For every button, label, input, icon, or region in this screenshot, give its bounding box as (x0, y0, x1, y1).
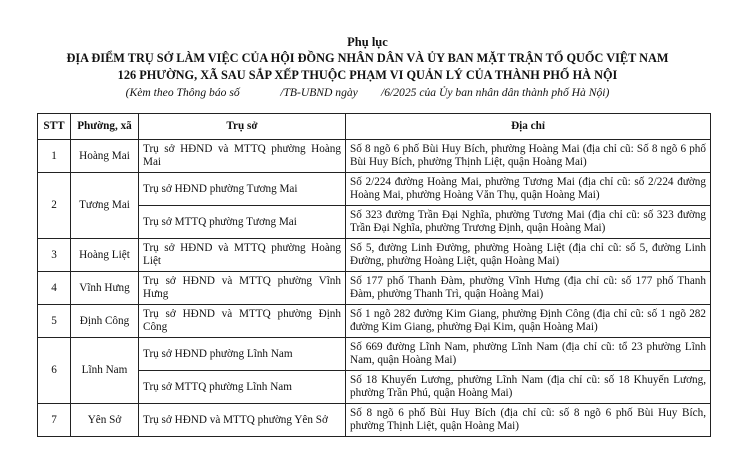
table-row (38, 239, 711, 272)
office-table (37, 113, 711, 437)
ward-cell: Vĩnh Hưng (71, 272, 139, 305)
ward-cell: Hoàng Liệt (71, 239, 139, 272)
address-cell: Số 18 Khuyến Lương, phường Lĩnh Nam (địa chỉ cũ: số 18 Khuyến Lương, phường Trần Phú, quận Hoàng Mai) (346, 371, 711, 404)
office-cell: Trụ sở HĐND phường Tương Mai (139, 173, 346, 206)
address-cell: Số 2/224 đường Hoàng Mai, phường Tương Mai (địa chỉ cũ: số 2/224 đường Hoàng Mai, phường Hoàng Văn Thụ, quận Hoàng Mai) (346, 173, 711, 206)
table-row (38, 404, 711, 437)
office-cell: Trụ sở HĐND và MTTQ phường Hoàng Mai (139, 140, 346, 173)
address-cell: Số 1 ngõ 282 đường Kim Giang, phường Định Công (địa chỉ cũ: số 1 ngõ 282 đường Kim Giang, phường Đại Kim, quận Hoàng Mai) (346, 305, 711, 338)
ward-cell: Hoàng Mai (71, 140, 139, 173)
table-row (38, 140, 711, 173)
table-row (38, 371, 711, 404)
table-header-row (38, 114, 711, 140)
table-row (38, 206, 711, 239)
table-row (38, 173, 711, 206)
stt-cell: 3 (38, 239, 71, 272)
title-line-1: ĐỊA ĐIỂM TRỤ SỞ LÀM VIỆC CỦA HỘI ĐỒNG NHÂN DÂN VÀ ỦY BAN MẶT TRẬN TỔ QUỐC VIỆT NAM (66, 51, 669, 65)
stt-cell: 4 (38, 272, 71, 305)
ward-cell: Yên Sở (71, 404, 139, 437)
subtitle-note: (Kèm theo Thông báo số /TB-UBND ngày /6/2025 của Ủy ban nhân dân thành phố Hà Nội) (125, 86, 610, 99)
office-cell: Trụ sở HĐND và MTTQ phường Vĩnh Hưng (139, 272, 346, 305)
ward-cell: Lĩnh Nam (71, 338, 139, 404)
col-header-stt: STT (38, 114, 71, 140)
address-cell: Số 5, đường Linh Đường, phường Hoàng Liệt (địa chỉ cũ: số 5, đường Linh Đường, phường Hoàng Liệt, quận Hoàng Mai) (346, 239, 711, 272)
office-cell: Trụ sở HĐND và MTTQ phường Yên Sở (139, 404, 346, 437)
address-cell: Số 8 ngõ 6 phố Bùi Huy Bích (địa chỉ cũ: số 8 ngõ 6 phố Bùi Huy Bích, phường Thịnh Liệt, quận Hoàng Mai) (346, 404, 711, 437)
stt-cell: 6 (38, 338, 71, 404)
ward-cell: Tương Mai (71, 173, 139, 239)
ward-cell: Định Công (71, 305, 139, 338)
office-cell: Trụ sở MTTQ phường Tương Mai (139, 206, 346, 239)
table-row (38, 338, 711, 371)
address-cell: Số 8 ngõ 6 phố Bùi Huy Bích, phường Hoàng Mai (địa chỉ cũ: Số 8 ngõ 6 phố Bùi Huy Bích, phường Thịnh Liệt, quận Hoàng Mai) (346, 140, 711, 173)
office-cell: Trụ sở HĐND và MTTQ phường Định Công (139, 305, 346, 338)
address-cell: Số 177 phố Thanh Đàm, phường Vĩnh Hưng (địa chỉ cũ: số 177 phố Thanh Đàm, phường Thanh Trì, quận Hoàng Mai) (346, 272, 711, 305)
stt-cell: 2 (38, 173, 71, 239)
col-header-office: Trụ sở (139, 114, 346, 140)
office-cell: Trụ sở MTTQ phường Lĩnh Nam (139, 371, 346, 404)
address-cell: Số 669 đường Lĩnh Nam, phường Lĩnh Nam (địa chỉ cũ: tổ 23 phường Lĩnh Nam, quận Hoàng Mai) (346, 338, 711, 371)
stt-cell: 1 (38, 140, 71, 173)
office-cell: Trụ sở HĐND phường Lĩnh Nam (139, 338, 346, 371)
table-row (38, 305, 711, 338)
table-row (38, 272, 711, 305)
stt-cell: 5 (38, 305, 71, 338)
col-header-address: Địa chỉ (346, 114, 711, 140)
stt-cell: 7 (38, 404, 71, 437)
col-header-ward: Phường, xã (71, 114, 139, 140)
office-cell: Trụ sở HĐND và MTTQ phường Hoàng Liệt (139, 239, 346, 272)
title-line-2: 126 PHƯỜNG, XÃ SAU SẮP XẾP THUỘC PHẠM VI QUẢN LÝ CỦA THÀNH PHỐ HÀ NỘI (117, 68, 618, 82)
appendix-label: Phụ lục (347, 35, 388, 49)
address-cell: Số 323 đường Trần Đại Nghĩa, phường Tương Mai (địa chỉ cũ: số 323 đường Trần Đại Nghĩa, phường Trương Định, quận Hoàng Mai) (346, 206, 711, 239)
